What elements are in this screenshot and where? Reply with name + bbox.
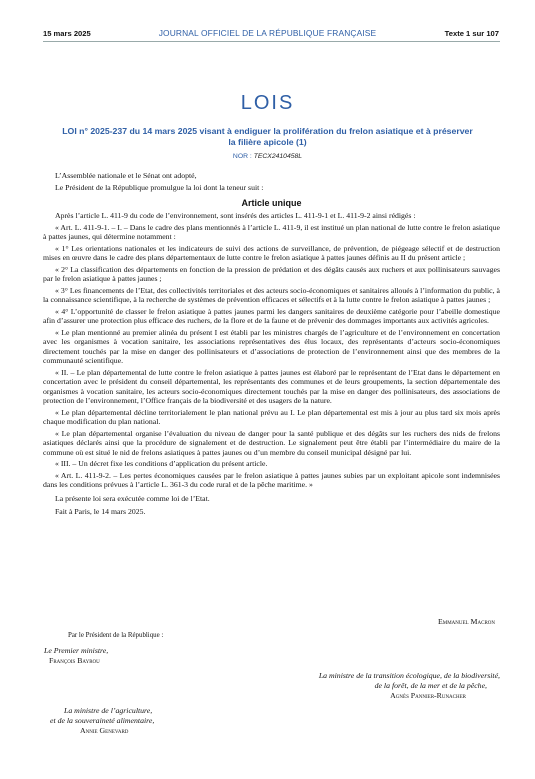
journal-title: JOURNAL OFFICIEL DE LA RÉPUBLIQUE FRANÇAISE <box>158 28 377 38</box>
page-header <box>0 0 535 44</box>
text-counter: Texte 1 sur 107 <box>444 29 499 38</box>
minister-agri-title-1: La ministre de l’agriculture, <box>64 706 153 715</box>
paragraph: « Art. L. 411-9-2. – Les pertes économiques causées par le frelon asiatique à pattes jaunes subies par un exploitant apicole sont indemnisées dans les conditions prévues à l’article L. 361-3 du code rural et de la pêche maritime. » <box>43 470 500 489</box>
place-date: Fait à Paris, le 14 mars 2025. <box>55 507 146 516</box>
paragraph: « Le plan départemental décline territorialement le plan national prévu au I. Le plan départemental est mis à jour au plus tard six mois après chaque modification du plan national. <box>43 407 500 426</box>
paragraph: « 4° L’opportunité de classer le frelon asiatique à pattes jaunes parmi les dangers sanitaires de deuxième catégorie pour l’abeille domestique afin d’assurer une protection plus efficace des ruchers, de la flore et de la faune et de prévenir des dommages importants aux activités agricoles. <box>43 306 500 325</box>
paragraph: « 3° Les financements de l’Etat, des collectivités territoriales et des acteurs socio-économiques et sanitaires alloués à l’information du public, à la connaissance scientifique, à la recherche de systèmes de prévention efficaces et sélectifs et à la lutte contre le frelon asiatique à pattes jaunes ; <box>43 285 500 304</box>
nor-code: TECX2410458L <box>253 153 303 160</box>
pm-name: François Bayrou <box>49 656 100 665</box>
closing-statement: La présente loi sera exécutée comme loi de l’Etat. <box>55 493 210 503</box>
paragraph: « Le plan départemental organise l’évaluation du niveau de danger pour la santé publique et des dégâts sur les ruchers des nids de frelons asiatiques déclarés ainsi que la procédure de signalement et de destruction. Le signalement peut être établi par l’intermédiaire du maire de la commune où est situé le nid de frelons asiatiques à pattes jaunes ou d’un membre du conseil municipal désigné par lui. <box>43 428 500 457</box>
paragraph: Après l’article L. 411-9 du code de l’environnement, sont insérés des articles L. 411-9-1 et L. 411-9-2 ainsi rédigés : <box>55 211 416 220</box>
minister-agri-name: Annie Genevard <box>80 726 129 735</box>
paragraph: « II. – Le plan départemental de lutte contre le frelon asiatique à pattes jaunes est élaboré par le représentant de l’Etat dans le département en concertation avec le président du conseil départemental, les représentants des communes et de leurs groupements, la section départementale des organismes à vocation sanitaire, les acteurs socio-économiques directement touchés par la mise en danger des pollinisateurs, des associations de protection de l’environnement, l’Office français de la biodiversité et des usagers de la nature. <box>43 367 500 405</box>
pm-title: Le Premier ministre, <box>44 646 109 655</box>
paragraph: « III. – Un décret fixe les conditions d’application du présent article. <box>55 459 268 468</box>
par-le-president: Par le Président de la République : <box>68 632 164 639</box>
header-divider <box>43 41 500 42</box>
minister-eco-name: Agnès Pannier-Runacher <box>390 691 466 700</box>
intro-adopted: L’Assemblée nationale et le Sénat ont adopté, <box>55 171 197 180</box>
intro-promulgation: Le Président de la République promulgue la loi dont la teneur suit : <box>55 182 264 192</box>
paragraph: « 2° La classification des départements en fonction de la pression de prédation et des dégâts causés aux ruchers et aux pollinisateurs sauvages par le frelon asiatique à pattes jaunes ; <box>43 264 500 283</box>
paragraph: « Le plan mentionné au premier alinéa du présent I est établi par les ministres chargés de l’agriculture et de l’environnement en concertation avec les organismes à vocation sanitaire, les associations représentatives des élus locaux, des représentants d’acteurs socio-économiques directement touchés par la mise en danger des pollinisateurs et d’associations de protection de l’environnement ainsi que des membres de la communauté scientifique. <box>43 327 500 365</box>
law-title: LOI n° 2025-237 du 14 mars 2025 visant à endiguer la prolifération du frelon asiatique et à préserver la filière apicole (1) <box>62 126 473 147</box>
paragraph: « Art. L. 411-9-1. – I. – Dans le cadre des plans mentionnés à l’article L. 411-9, il est institué un plan national de lutte contre le frelon asiatique à pattes jaunes, qui détermine notamment : <box>43 222 500 241</box>
paragraph: « 1° Les orientations nationales et les indicateurs de suivi des actions de surveillance, de prévention, de piégeage sélectif et de destruction mises en œuvre dans le cadre des plans départementaux de lutte contre le frelon asiatique à pattes jaunes définis au II du présent article ; <box>43 243 500 262</box>
minister-eco-title-2: de la forêt, de la mer et de la pêche, <box>374 681 487 690</box>
minister-agri-title-2: et de la souveraineté alimentaire, <box>50 716 155 725</box>
document-body <box>43 171 500 519</box>
issue-date: 15 mars 2025 <box>43 29 91 38</box>
minister-eco-title-1: La ministre de la transition écologique, de la biodiversité, <box>318 671 500 680</box>
nor-label: NOR : <box>232 153 254 160</box>
article-heading: Article unique <box>241 198 302 208</box>
section-title: LOIS <box>240 92 295 114</box>
president-signature: Emmanuel Macron <box>438 617 495 626</box>
nor-reference <box>0 153 535 160</box>
